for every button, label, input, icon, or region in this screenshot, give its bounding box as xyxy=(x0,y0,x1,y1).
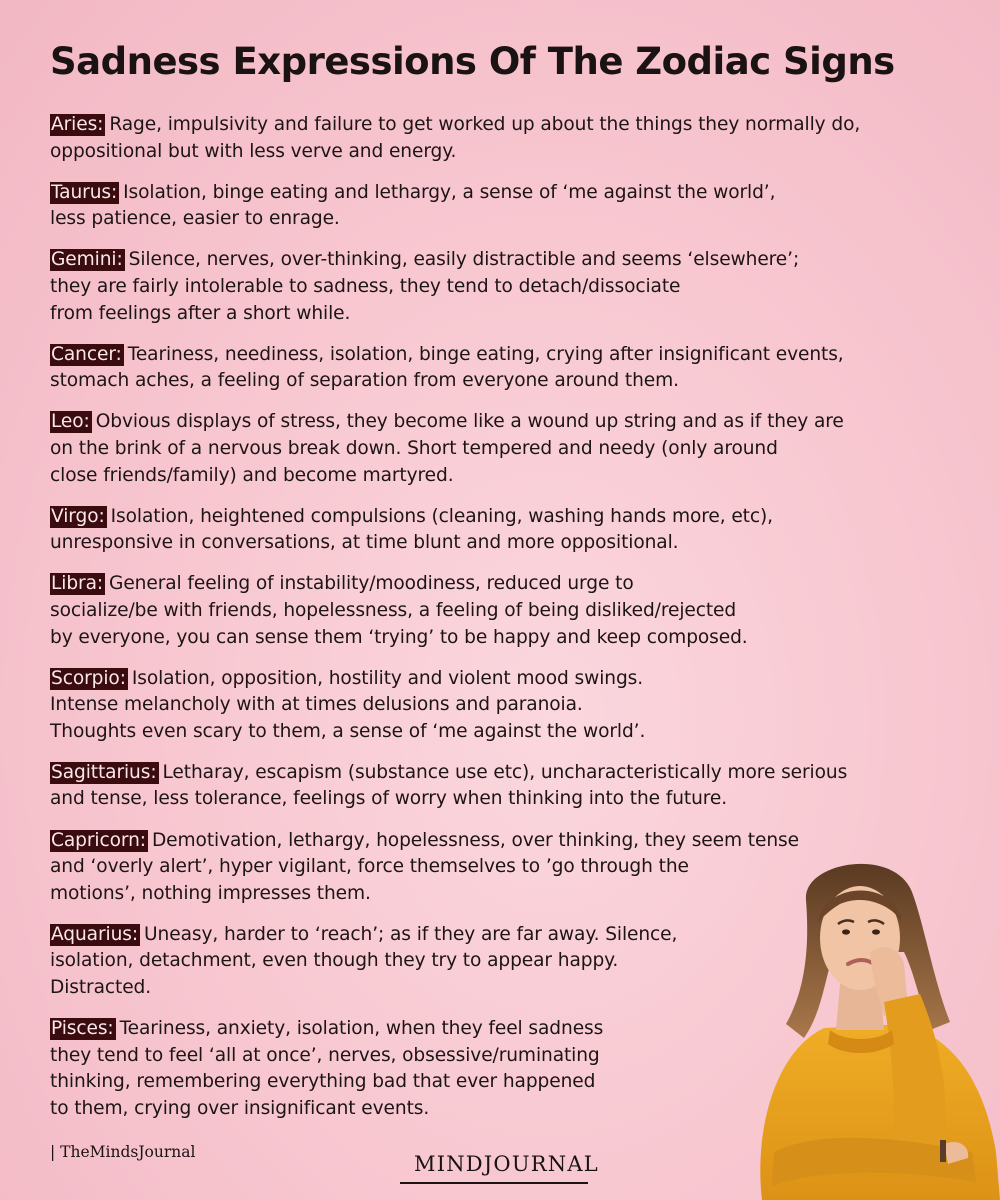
sign-label-taurus: Taurus: xyxy=(51,181,118,203)
entry-text: Letharay, escapism (substance use etc), uncharacteristically more serious xyxy=(162,761,848,783)
sign-label-scorpio: Scorpio: xyxy=(51,667,126,689)
zodiac-entry-scorpio xyxy=(50,666,960,746)
zodiac-entry-taurus xyxy=(50,180,960,233)
zodiac-entry-virgo xyxy=(50,504,960,557)
zodiac-entry-libra xyxy=(50,571,960,651)
entry-text: oppositional but with less verve and energy. xyxy=(50,140,457,162)
entry-text: Uneasy, harder to ‘reach’; as if they are far away. Silence, xyxy=(144,923,678,945)
sign-label-pisces: Pisces: xyxy=(51,1018,114,1040)
entry-text: Isolation, opposition, hostility and violent mood swings. xyxy=(131,667,644,689)
entry-text: Teariness, neediness, isolation, binge eating, crying after insignificant events, xyxy=(127,343,844,365)
sign-label-capricorn: Capricorn: xyxy=(51,829,146,851)
entry-text: socialize/be with friends, hopelessness, a feeling of being disliked/rejected xyxy=(50,599,737,621)
entry-text: they are fairly intolerable to sadness, they tend to detach/dissociate xyxy=(50,275,681,297)
entry-text: Distracted. xyxy=(50,977,152,999)
sign-label-libra: Libra: xyxy=(51,573,104,595)
entry-text: Silence, nerves, over-thinking, easily distractible and seems ‘elsewhere’; xyxy=(128,249,800,271)
entry-text: close friends/family) and become martyred. xyxy=(50,464,454,486)
sign-label-aquarius: Aquarius: xyxy=(51,923,139,945)
entry-text: stomach aches, a feeling of separation from everyone around them. xyxy=(50,370,679,392)
entry-text: General feeling of instability/moodiness, reduced urge to xyxy=(109,573,634,595)
entry-text: thinking, remembering everything bad that ever happened xyxy=(50,1071,596,1093)
entry-text: Isolation, heightened compulsions (cleaning, washing hands more, etc), xyxy=(110,505,773,527)
zodiac-entry-leo xyxy=(50,409,960,489)
entry-text: isolation, detachment, even though they try to appear happy. xyxy=(50,950,619,972)
entry-text: from feelings after a short while. xyxy=(50,302,351,324)
entry-text: and tense, less tolerance, feelings of worry when thinking into the future. xyxy=(50,788,728,810)
sign-label-sagittarius: Sagittarius: xyxy=(51,761,157,783)
entry-text: motions’, nothing impresses them. xyxy=(50,882,371,904)
entry-text: Isolation, binge eating and lethargy, a sense of ‘me against the world’, xyxy=(123,181,776,203)
entry-text: Intense melancholy with at times delusions and paranoia. xyxy=(50,694,583,716)
entry-text: Rage, impulsivity and failure to get worked up about the things they normally do, xyxy=(109,114,861,135)
zodiac-entry-cancer xyxy=(50,342,960,395)
sign-label-virgo: Virgo: xyxy=(51,505,105,527)
brand-logo: MINDJOURNAL xyxy=(414,1152,599,1176)
entry-text: and ‘overly alert’, hyper vigilant, force themselves to ’go through the xyxy=(50,856,689,878)
entry-text: they tend to feel ‘all at once’, nerves, obsessive/ruminating xyxy=(50,1044,600,1066)
entry-text: Thoughts even scary to them, a sense of ‘me against the world’. xyxy=(50,720,646,742)
sign-label-gemini: Gemini: xyxy=(51,249,123,271)
entry-text: Demotivation, lethargy, hopelessness, over thinking, they seem tense xyxy=(151,829,799,851)
sign-label-aries: Aries: xyxy=(51,114,104,135)
entry-text: less patience, easier to enrage. xyxy=(50,208,340,230)
credit-line: | TheMindsJournal xyxy=(50,1143,196,1161)
entry-text: by everyone, you can sense them ‘trying’ to be happy and keep composed. xyxy=(50,626,748,648)
sign-label-cancer: Cancer: xyxy=(51,343,122,365)
page-title: Sadness Expressions Of The Zodiac Signs xyxy=(50,40,895,83)
zodiac-entry-sagittarius xyxy=(50,760,960,813)
entry-text: unresponsive in conversations, at time blunt and more oppositional. xyxy=(50,532,679,554)
entry-text: on the brink of a nervous break down. Short tempered and needy (only around xyxy=(50,437,778,459)
entry-text: Obvious displays of stress, they become like a wound up string and as if they are xyxy=(95,411,844,433)
entry-text: Teariness, anxiety, isolation, when they feel sadness xyxy=(119,1018,604,1040)
brand-underline xyxy=(400,1182,588,1184)
zodiac-entry-aries xyxy=(50,112,960,165)
zodiac-entry-gemini xyxy=(50,247,960,327)
entry-text: to them, crying over insignificant events. xyxy=(50,1097,430,1119)
sad-woman-illustration xyxy=(744,852,1000,1200)
sign-label-leo: Leo: xyxy=(51,411,90,433)
